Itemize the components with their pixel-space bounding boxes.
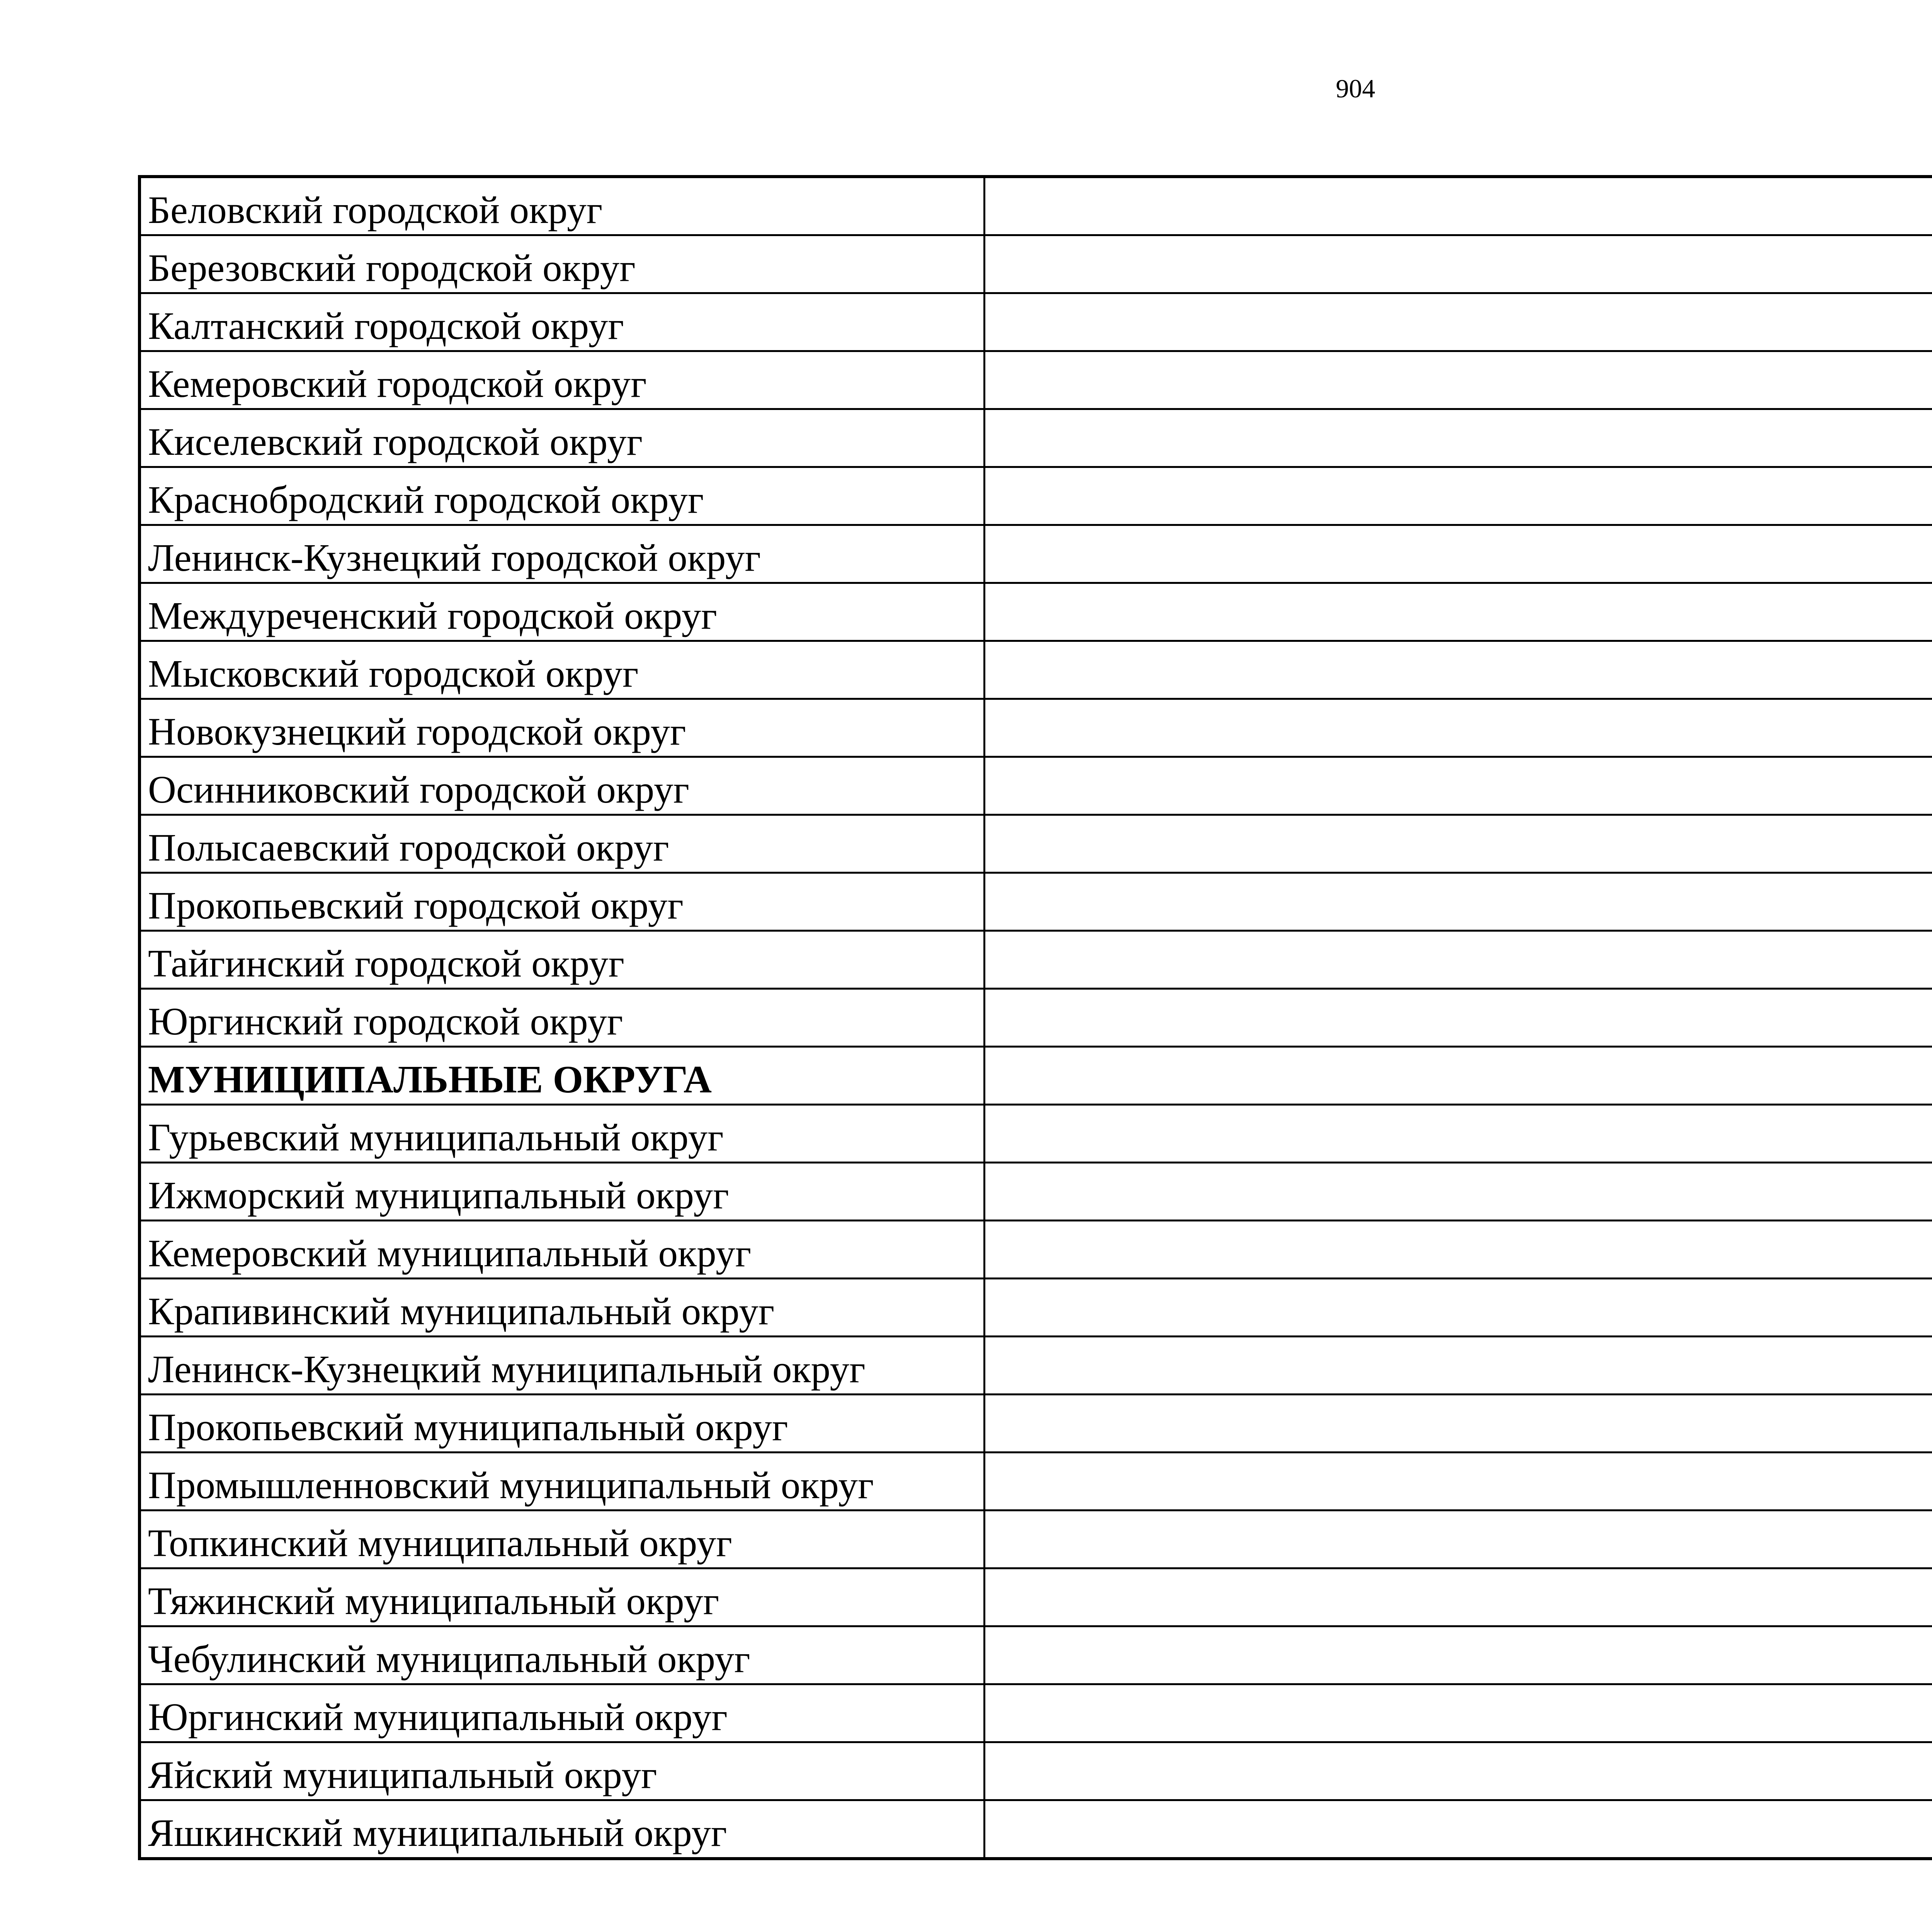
value-1-cell [984, 641, 1932, 699]
table-row [139, 409, 1932, 467]
table-row [139, 699, 1932, 757]
district-name-cell: Кемеровский городской округ [139, 351, 984, 409]
table-row [139, 1800, 1932, 1859]
district-name-cell: Тайгинский городской округ [139, 931, 984, 989]
district-name-cell: Краснобродский городской округ [139, 467, 984, 525]
table-row [139, 467, 1932, 525]
table-row [139, 989, 1932, 1047]
table-row [139, 177, 1932, 235]
district-name-cell: Ижморский муниципальный округ [139, 1163, 984, 1221]
district-name-cell: Киселевский городской округ [139, 409, 984, 467]
value-1-cell [984, 815, 1932, 873]
table-row [139, 1105, 1932, 1163]
table-row [139, 583, 1932, 641]
district-name-cell: Кемеровский муниципальный округ [139, 1221, 984, 1279]
value-1-cell [984, 1800, 1932, 1859]
value-1-cell [984, 1221, 1932, 1279]
value-1-cell [984, 351, 1932, 409]
table-row [139, 525, 1932, 583]
district-name-cell: Березовский городской округ [139, 235, 984, 293]
table-row [139, 931, 1932, 989]
table-row [139, 1684, 1932, 1742]
district-name-cell: Промышленновский муниципальный округ [139, 1453, 984, 1510]
value-1-cell [984, 1510, 1932, 1568]
value-1-cell [984, 757, 1932, 815]
value-1-cell [984, 1163, 1932, 1221]
district-name-cell: Чебулинский муниципальный округ [139, 1626, 984, 1684]
district-name-cell: Прокопьевский городской округ [139, 873, 984, 931]
table-row [139, 1510, 1932, 1568]
value-1-cell [984, 1395, 1932, 1453]
table-row [139, 1337, 1932, 1395]
value-1-cell [984, 467, 1932, 525]
table-row [139, 757, 1932, 815]
value-1-cell [984, 1742, 1932, 1800]
district-name-cell: Юргинский муниципальный округ [139, 1684, 984, 1742]
value-1-cell [984, 1279, 1932, 1337]
table-row [139, 815, 1932, 873]
district-name-cell: Яйский муниципальный округ [139, 1742, 984, 1800]
district-name-cell: Яшкинский муниципальный округ [139, 1800, 984, 1859]
district-name-cell: Юргинский городской округ [139, 989, 984, 1047]
value-1-cell [984, 1105, 1932, 1163]
value-1-cell [984, 1568, 1932, 1626]
value-1-cell [984, 235, 1932, 293]
value-1-cell [984, 293, 1932, 351]
table-row [139, 873, 1932, 931]
district-name-cell: Крапивинский муниципальный округ [139, 1279, 984, 1337]
district-name-cell: Полысаевский городской округ [139, 815, 984, 873]
district-name-cell: Прокопьевский муниципальный округ [139, 1395, 984, 1453]
value-1-cell [984, 873, 1932, 931]
value-1-cell [984, 989, 1932, 1047]
value-1-cell [984, 583, 1932, 641]
table-row [139, 1453, 1932, 1510]
table-row [139, 351, 1932, 409]
value-1-cell [984, 409, 1932, 467]
district-name-cell: Новокузнецкий городской округ [139, 699, 984, 757]
value-1-cell [984, 1453, 1932, 1510]
value-1-cell [984, 1684, 1932, 1742]
district-name-cell: Ленинск-Кузнецкий муниципальный округ [139, 1337, 984, 1395]
value-1-cell [984, 1626, 1932, 1684]
district-name-cell: Тяжинский муниципальный округ [139, 1568, 984, 1626]
table-row [139, 641, 1932, 699]
district-name-cell: Осинниковский городской округ [139, 757, 984, 815]
table-row [139, 235, 1932, 293]
table-row [139, 1568, 1932, 1626]
value-1-cell [984, 699, 1932, 757]
value-1-cell [984, 1047, 1932, 1105]
section-header-row [139, 1047, 1932, 1105]
district-name-cell: Гурьевский муниципальный округ [139, 1105, 984, 1163]
table-row [139, 1742, 1932, 1800]
table-row [139, 1221, 1932, 1279]
table-row [139, 1395, 1932, 1453]
district-name-cell: Топкинский муниципальный округ [139, 1510, 984, 1568]
municipality-table [138, 175, 1932, 1860]
table-row [139, 1279, 1932, 1337]
table-row [139, 1626, 1932, 1684]
value-1-cell [984, 1337, 1932, 1395]
table-row [139, 1163, 1932, 1221]
district-name-cell: МУНИЦИПАЛЬНЫЕ ОКРУГА [139, 1047, 984, 1105]
table-row [139, 293, 1932, 351]
district-name-cell: Междуреченский городской округ [139, 583, 984, 641]
district-name-cell: Беловский городской округ [139, 177, 984, 235]
district-name-cell: Ленинск-Кузнецкий городской округ [139, 525, 984, 583]
value-1-cell [984, 177, 1932, 235]
value-1-cell [984, 931, 1932, 989]
page-number: 904 [1336, 74, 1375, 103]
district-name-cell: Мысковский городской округ [139, 641, 984, 699]
district-name-cell: Калтанский городской округ [139, 293, 984, 351]
table-body [139, 177, 1932, 1859]
value-1-cell [984, 525, 1932, 583]
